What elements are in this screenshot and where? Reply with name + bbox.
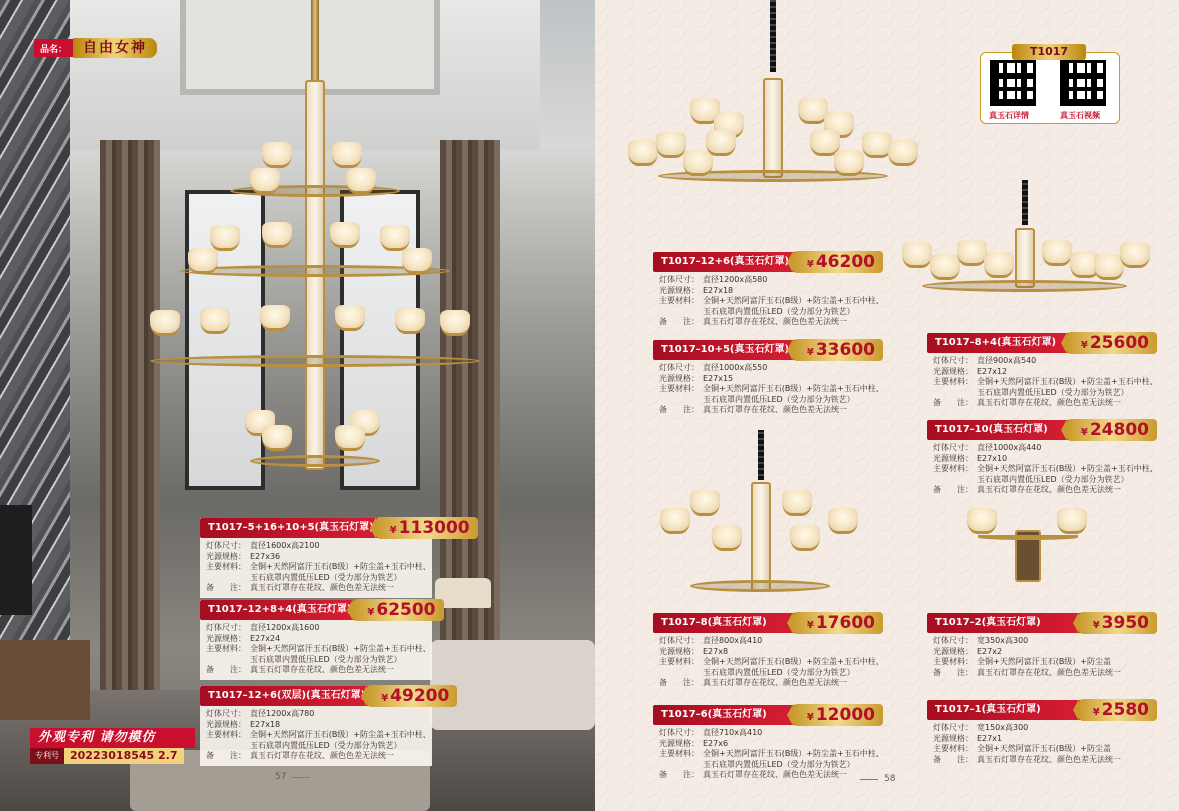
- spec-card: [927, 700, 1157, 765]
- spec-value: 玉石底罩内置低压LED（受力部分为铁艺）: [250, 740, 402, 750]
- spec-card-header: [200, 600, 436, 620]
- patent-number: 20223018545 2.7: [64, 748, 184, 764]
- spec-value: 真玉石灯罩存在花纹、颜色色差无法统一: [977, 754, 1121, 764]
- spec-value: 玉石底罩内置低压LED（受力部分为铁艺）: [703, 667, 855, 677]
- model-number: T1017–10+5(真玉石灯罩): [653, 340, 799, 360]
- spec-value: 真玉石灯罩存在花纹、颜色色差无法统一: [977, 667, 1121, 677]
- spec-value: 真玉石灯罩存在花纹、颜色色差无法统一: [703, 770, 847, 779]
- spec-card: [653, 705, 883, 781]
- spec-line: [659, 647, 883, 658]
- spec-key: 主要材料：: [659, 296, 699, 305]
- spec-value: 玉石底罩内置低压LED（受力部分为铁艺）: [250, 572, 402, 582]
- qr-label-details: 真玉石详情: [989, 111, 1029, 120]
- spec-line: [206, 583, 432, 594]
- spec-value: 玉石底罩内置低压LED（受力部分为铁艺）: [703, 306, 855, 316]
- page-number: 58: [884, 774, 896, 784]
- spec-key: 光源规格：: [933, 366, 973, 376]
- spec-list: [927, 720, 1157, 765]
- price-tag: [367, 685, 457, 707]
- spec-line: [659, 374, 883, 385]
- spec-line: [933, 377, 1157, 388]
- spec-card: [653, 340, 883, 416]
- price-value: 113000: [398, 518, 470, 538]
- spec-value: E27x24: [250, 633, 281, 643]
- currency-symbol: ¥: [367, 607, 375, 618]
- spec-value: 全铜+天然阿富汗玉石(B级）+防尘盖+玉石中柱、: [703, 296, 884, 305]
- spec-card-header: [927, 700, 1157, 720]
- spec-card-header: [653, 705, 883, 725]
- spec-value: 直径900x高540: [977, 356, 1037, 365]
- spec-value: 直径1200x高580: [703, 275, 768, 284]
- spec-line: [659, 405, 883, 416]
- spec-line: [659, 363, 883, 374]
- spec-line: [659, 307, 883, 318]
- spec-line: [933, 723, 1157, 734]
- page-number-left: [275, 772, 310, 782]
- page-number-right: [860, 774, 895, 784]
- spec-value: 真玉石灯罩存在花纹、颜色色差无法统一: [250, 751, 394, 760]
- spec-line: [933, 647, 1157, 658]
- spec-key: 灯体尺寸：: [659, 363, 699, 372]
- spec-key: 灯体尺寸：: [206, 541, 246, 550]
- spec-key: 备 注：: [206, 751, 246, 760]
- spec-list: [653, 725, 883, 781]
- spec-line: [206, 562, 432, 573]
- spec-card: [927, 613, 1157, 678]
- spec-key: 主要材料：: [933, 744, 973, 753]
- spec-list: [927, 353, 1157, 409]
- series-tag: T1017: [1012, 44, 1086, 60]
- spec-key: 备 注：: [206, 665, 246, 674]
- spec-value: 宽350x高300: [977, 636, 1029, 645]
- price-value: 25600: [1089, 333, 1149, 353]
- spec-line: [933, 398, 1157, 409]
- spec-line: [206, 634, 432, 645]
- spec-line: [659, 657, 883, 668]
- spec-value: 全铜+天然阿富汗玉石(B级）+防尘盖+玉石中柱、: [250, 562, 431, 571]
- spec-key: 备 注：: [659, 678, 699, 687]
- spec-value: 全铜+天然阿富汗玉石(B级）+防尘盖+玉石中柱、: [703, 749, 884, 758]
- price-tag: [793, 612, 883, 634]
- spec-list: [927, 633, 1157, 678]
- spec-line: [659, 636, 883, 647]
- spec-line: [206, 541, 432, 552]
- spec-key: 光源规格：: [206, 551, 246, 561]
- spec-line: [933, 356, 1157, 367]
- spec-list: [200, 538, 432, 594]
- spec-list: [927, 440, 1157, 496]
- spec-key: 灯体尺寸：: [659, 636, 699, 645]
- cabinet: [0, 640, 90, 720]
- price-tag: [1079, 612, 1157, 634]
- spec-value: 玉石底罩内置低压LED（受力部分为铁艺）: [703, 394, 855, 404]
- price-tag: [793, 339, 883, 361]
- spec-card-header: [200, 686, 450, 706]
- spec-line: [206, 644, 432, 655]
- spec-value: 全铜+天然阿富汗玉石(B级）+防尘盖+玉石中柱、: [977, 464, 1158, 473]
- model-number: T1017–12+6(真玉石灯罩): [653, 252, 799, 272]
- spec-list: [653, 272, 883, 328]
- chandelier-photo-8: [660, 430, 860, 600]
- model-number: T1017–6(真玉石灯罩): [653, 705, 799, 725]
- model-number: T1017–12+8+4(真玉石灯罩): [200, 600, 359, 620]
- spec-line: [206, 665, 432, 676]
- spec-value: 玉石底罩内置低压LED（受力部分为铁艺）: [703, 759, 855, 769]
- chandelier-photo-12-6: [628, 0, 918, 215]
- spec-value: 玉石底罩内置低压LED（受力部分为铁艺）: [977, 387, 1129, 397]
- currency-symbol: ¥: [1080, 340, 1088, 351]
- spec-key: 备 注：: [933, 398, 973, 407]
- spec-value: 直径1000x高550: [703, 363, 768, 372]
- spec-value: E27x18: [250, 719, 281, 729]
- spec-key: 光源规格：: [659, 738, 699, 748]
- product-name-label: 品名：: [34, 39, 73, 57]
- spec-value: E27x2: [977, 646, 1003, 656]
- qr-code-details[interactable]: [990, 60, 1036, 106]
- spec-line: [933, 755, 1157, 766]
- spec-card: [200, 518, 470, 598]
- spec-card-header: [200, 518, 470, 538]
- spec-line: [933, 443, 1157, 454]
- spec-line: [206, 709, 432, 720]
- patent-label: 专利号: [30, 748, 64, 764]
- spec-line: [206, 573, 432, 584]
- spec-key: 灯体尺寸：: [933, 356, 973, 365]
- spec-key: 光源规格：: [659, 373, 699, 383]
- spec-line: [659, 317, 883, 328]
- price-tag: [376, 517, 478, 539]
- currency-symbol: ¥: [806, 620, 814, 631]
- spec-card: [200, 686, 450, 766]
- spec-key: 灯体尺寸：: [206, 623, 246, 632]
- spec-line: [659, 728, 883, 739]
- spec-list: [200, 706, 432, 762]
- spec-key: 灯体尺寸：: [933, 443, 973, 452]
- spec-value: 真玉石灯罩存在花纹、颜色色差无法统一: [703, 317, 847, 326]
- spec-line: [206, 655, 432, 666]
- spec-list: [200, 620, 432, 676]
- spec-line: [933, 454, 1157, 465]
- spec-line: [206, 741, 432, 752]
- spec-key: 光源规格：: [206, 633, 246, 643]
- price-value: 2580: [1101, 700, 1149, 720]
- spec-value: 真玉石灯罩存在花纹、颜色色差无法统一: [977, 485, 1121, 494]
- spec-key: 主要材料：: [933, 464, 973, 473]
- spec-key: 光源规格：: [933, 733, 973, 743]
- spec-value: E27x36: [250, 551, 281, 561]
- spec-line: [659, 668, 883, 679]
- spec-line: [933, 668, 1157, 679]
- spec-value: 真玉石灯罩存在花纹、颜色色差无法统一: [703, 678, 847, 687]
- model-number: T1017–8+4(真玉石灯罩): [927, 333, 1073, 353]
- spec-key: 备 注：: [933, 485, 973, 494]
- spec-card-header: [653, 613, 883, 633]
- spec-key: 灯体尺寸：: [933, 636, 973, 645]
- spec-card: [927, 420, 1157, 496]
- spec-key: 主要材料：: [206, 730, 246, 739]
- price-value: 49200: [390, 686, 450, 706]
- spec-key: 主要材料：: [659, 657, 699, 666]
- spec-card: [200, 600, 436, 680]
- spec-key: 主要材料：: [933, 657, 973, 666]
- spec-key: 备 注：: [933, 667, 973, 677]
- spec-key: 光源规格：: [659, 285, 699, 295]
- spec-value: 直径1600x高2100: [250, 541, 320, 550]
- price-tag: [793, 704, 883, 726]
- wall-lamp-photo: [963, 500, 1093, 590]
- spec-card-header: [653, 340, 883, 360]
- model-number: T1017–8(真玉石灯罩): [653, 613, 799, 633]
- spec-line: [659, 275, 883, 286]
- spec-line: [933, 388, 1157, 399]
- price-value: 62500: [376, 600, 436, 620]
- patent-warning: 外观专利 请勿模仿: [30, 728, 195, 748]
- model-number: T1017–5+16+10+5(真玉石灯罩): [200, 518, 382, 538]
- spec-line: [933, 734, 1157, 745]
- currency-symbol: ¥: [806, 712, 814, 723]
- spec-line: [659, 395, 883, 406]
- spec-line: [206, 623, 432, 634]
- product-name: 自由女神: [73, 38, 157, 58]
- spec-value: 全铜+天然阿富汗玉石(B级）+防尘盖+玉石中柱、: [703, 384, 884, 393]
- spec-value: 真玉石灯罩存在花纹、颜色色差无法统一: [250, 583, 394, 592]
- spec-key: 灯体尺寸：: [933, 723, 973, 732]
- spec-card-header: [927, 613, 1157, 633]
- spec-line: [659, 678, 883, 689]
- spec-value: 真玉石灯罩存在花纹、颜色色差无法统一: [977, 398, 1121, 407]
- currency-symbol: ¥: [381, 693, 389, 704]
- chandelier-photo-8-4: [902, 180, 1147, 320]
- spec-value: 全铜+天然阿富汗玉石(B级）+防尘盖+玉石中柱、: [250, 730, 431, 739]
- spec-key: 灯体尺寸：: [659, 728, 699, 737]
- price-tag: [353, 599, 443, 621]
- model-number: T1017–10(真玉石灯罩): [927, 420, 1073, 440]
- spec-value: 直径710x高410: [703, 728, 763, 737]
- spec-key: 主要材料：: [206, 644, 246, 653]
- spec-key: 光源规格：: [659, 646, 699, 656]
- currency-symbol: ¥: [1092, 620, 1100, 631]
- spec-line: [206, 552, 432, 563]
- spec-value: E27x8: [703, 646, 729, 656]
- spec-value: E27x6: [703, 738, 729, 748]
- spec-card-header: [927, 420, 1157, 440]
- spec-key: 主要材料：: [659, 749, 699, 758]
- spec-line: [659, 739, 883, 750]
- spec-key: 灯体尺寸：: [659, 275, 699, 284]
- currency-symbol: ¥: [1092, 707, 1100, 718]
- model-number: T1017–1(真玉石灯罩): [927, 700, 1085, 720]
- spec-key: 灯体尺寸：: [206, 709, 246, 718]
- spec-line: [933, 485, 1157, 496]
- spec-line: [933, 464, 1157, 475]
- spec-card-header: [653, 252, 883, 272]
- currency-symbol: ¥: [1080, 427, 1088, 438]
- spec-key: 光源规格：: [933, 646, 973, 656]
- spec-list: [653, 360, 883, 416]
- spec-value: 直径1200x高780: [250, 709, 315, 718]
- currency-symbol: ¥: [389, 525, 397, 536]
- spec-value: 全铜+天然阿富汗玉石(B级）+防尘盖+玉石中柱、: [977, 377, 1158, 386]
- spec-line: [933, 636, 1157, 647]
- price-tag: [793, 251, 883, 273]
- spec-line: [659, 760, 883, 771]
- spec-line: [659, 770, 883, 781]
- spec-line: [206, 720, 432, 731]
- price-tag: [1067, 332, 1157, 354]
- price-value: 33600: [815, 340, 875, 360]
- spec-key: 备 注：: [659, 317, 699, 326]
- spec-list: [653, 633, 883, 689]
- spec-line: [659, 749, 883, 760]
- price-value: 46200: [815, 252, 875, 272]
- spec-value: 全铜+天然阿富汗玉石(B级）+防尘盖: [977, 744, 1112, 753]
- spec-key: 主要材料：: [933, 377, 973, 386]
- model-number: T1017–2(真玉石灯罩): [927, 613, 1085, 633]
- price-value: 17600: [815, 613, 875, 633]
- spec-value: E27x1: [977, 733, 1003, 743]
- spec-line: [659, 384, 883, 395]
- spec-value: 宽150x高300: [977, 723, 1029, 732]
- spec-line: [933, 475, 1157, 486]
- qr-code-video[interactable]: [1060, 60, 1106, 106]
- spec-value: E27x10: [977, 453, 1008, 463]
- spec-key: 主要材料：: [659, 384, 699, 393]
- spec-card: [653, 613, 883, 689]
- spec-key: 光源规格：: [933, 453, 973, 463]
- spec-value: 全铜+天然阿富汗玉石(B级）+防尘盖+玉石中柱、: [250, 644, 431, 653]
- model-number: T1017–12+6(双层)(真玉石灯罩): [200, 686, 373, 706]
- spec-value: 玉石底罩内置低压LED（受力部分为铁艺）: [250, 654, 402, 664]
- spec-key: 备 注：: [659, 405, 699, 414]
- price-tag: [1079, 699, 1157, 721]
- spec-value: 直径800x高410: [703, 636, 763, 645]
- spec-value: 全铜+天然阿富汗玉石(B级）+防尘盖+玉石中柱、: [703, 657, 884, 666]
- spec-card-header: [927, 333, 1157, 353]
- spec-value: 真玉石灯罩存在花纹、颜色色差无法统一: [703, 405, 847, 414]
- spec-line: [206, 730, 432, 741]
- spec-value: 直径1200x高1600: [250, 623, 320, 632]
- patent-number-tag: [30, 748, 184, 764]
- product-name-tag: [34, 38, 157, 58]
- chandelier-photo-large: [150, 0, 480, 480]
- spec-value: 全铜+天然阿富汗玉石(B级）+防尘盖: [977, 657, 1112, 666]
- spec-key: 备 注：: [659, 770, 699, 779]
- spec-line: [933, 367, 1157, 378]
- price-value: 3950: [1101, 613, 1149, 633]
- spec-key: 主要材料：: [206, 562, 246, 571]
- price-value: 12000: [815, 705, 875, 725]
- spec-value: E27x15: [703, 373, 734, 383]
- currency-symbol: ¥: [806, 259, 814, 270]
- currency-symbol: ¥: [806, 347, 814, 358]
- spec-line: [933, 657, 1157, 668]
- spec-line: [933, 744, 1157, 755]
- spec-card: [653, 252, 883, 328]
- spec-key: 备 注：: [206, 583, 246, 592]
- spec-value: E27x18: [703, 285, 734, 295]
- spec-value: E27x12: [977, 366, 1008, 376]
- spec-line: [206, 751, 432, 762]
- page-number: 57: [275, 772, 287, 782]
- spec-line: [659, 286, 883, 297]
- spec-line: [659, 296, 883, 307]
- spec-key: 光源规格：: [206, 719, 246, 729]
- spec-card: [927, 333, 1157, 409]
- television: [0, 505, 32, 615]
- spec-value: 直径1000x高440: [977, 443, 1042, 452]
- spec-value: 玉石底罩内置低压LED（受力部分为铁艺）: [977, 474, 1129, 484]
- spec-key: 备 注：: [933, 754, 973, 764]
- qr-label-video: 真玉石视频: [1060, 111, 1100, 120]
- spec-value: 真玉石灯罩存在花纹、颜色色差无法统一: [250, 665, 394, 674]
- price-tag: [1067, 419, 1157, 441]
- price-value: 24800: [1089, 420, 1149, 440]
